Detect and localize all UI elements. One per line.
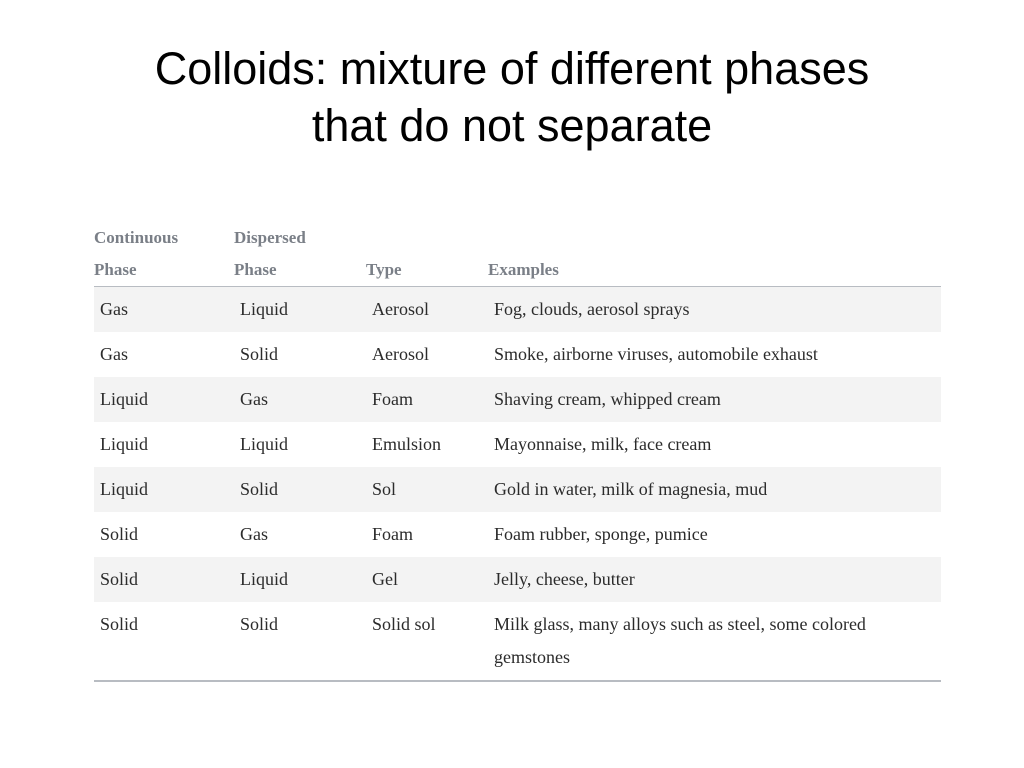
- cell-dispersed: Solid: [234, 602, 366, 681]
- slide-title-line-2: that do not separate: [311, 100, 713, 151]
- header-type: [366, 222, 488, 287]
- table-header: [94, 222, 941, 287]
- header-dispersed-line-1: Dispersed: [234, 228, 306, 247]
- cell-dispersed: Liquid: [234, 287, 366, 333]
- slide-title-line-1: Colloids: mixture of different phases: [154, 43, 870, 94]
- header-dispersed-phase: [234, 222, 366, 287]
- table-row: [94, 512, 941, 557]
- cell-examples: Jelly, cheese, butter: [488, 557, 941, 602]
- cell-type: Aerosol: [372, 344, 429, 364]
- cell-continuous: Liquid: [94, 467, 234, 512]
- table-row: [94, 422, 941, 467]
- cell-examples: Shaving cream, whipped cream: [488, 377, 941, 422]
- cell-dispersed: Gas: [240, 524, 268, 544]
- cell-continuous: Liquid: [94, 377, 234, 422]
- cell-examples: Smoke, airborne viruses, automobile exhaust: [494, 344, 818, 364]
- cell-type: Foam: [366, 377, 488, 422]
- table-row: [94, 377, 941, 422]
- table-row: [94, 287, 941, 333]
- colloid-types-table: [94, 222, 941, 682]
- cell-dispersed: Solid: [240, 344, 279, 364]
- cell-type: Emulsion: [372, 434, 442, 454]
- cell-type: Sol: [366, 467, 488, 512]
- table-row: [94, 467, 941, 512]
- cell-continuous: Gas: [100, 344, 128, 364]
- cell-examples: Fog, clouds, aerosol sprays: [488, 287, 941, 333]
- cell-type: Foam: [372, 524, 414, 544]
- header-examples-label: Examples: [488, 260, 559, 279]
- cell-dispersed: Gas: [234, 377, 366, 422]
- cell-continuous: Liquid: [100, 434, 148, 454]
- header-examples: [488, 222, 941, 287]
- cell-type: Solid sol: [366, 602, 488, 681]
- cell-dispersed: Liquid: [240, 434, 288, 454]
- table-body: [94, 287, 941, 682]
- cell-dispersed: Solid: [234, 467, 366, 512]
- cell-examples: Gold in water, milk of magnesia, mud: [488, 467, 941, 512]
- header-continuous-line-1: Continuous: [94, 228, 179, 247]
- cell-continuous: Solid: [100, 524, 139, 544]
- cell-dispersed: Liquid: [234, 557, 366, 602]
- cell-continuous: Gas: [94, 287, 234, 333]
- cell-continuous: Solid: [94, 557, 234, 602]
- table-row: [94, 557, 941, 602]
- slide-title: [0, 40, 1024, 154]
- cell-examples: Milk glass, many alloys such as steel, some colored gemstones: [488, 602, 941, 681]
- table-row: [94, 332, 941, 377]
- cell-type: Aerosol: [366, 287, 488, 333]
- table-row: [94, 602, 941, 681]
- table-header-row: [94, 222, 941, 287]
- cell-examples: Foam rubber, sponge, pumice: [494, 524, 708, 544]
- header-type-label: Type: [366, 260, 402, 279]
- cell-type: Gel: [366, 557, 488, 602]
- header-dispersed-line-2: Phase: [234, 260, 277, 279]
- header-continuous-phase: [94, 222, 234, 287]
- cell-continuous: Solid: [94, 602, 234, 681]
- cell-examples: Mayonnaise, milk, face cream: [494, 434, 712, 454]
- header-continuous-line-2: Phase: [94, 260, 137, 279]
